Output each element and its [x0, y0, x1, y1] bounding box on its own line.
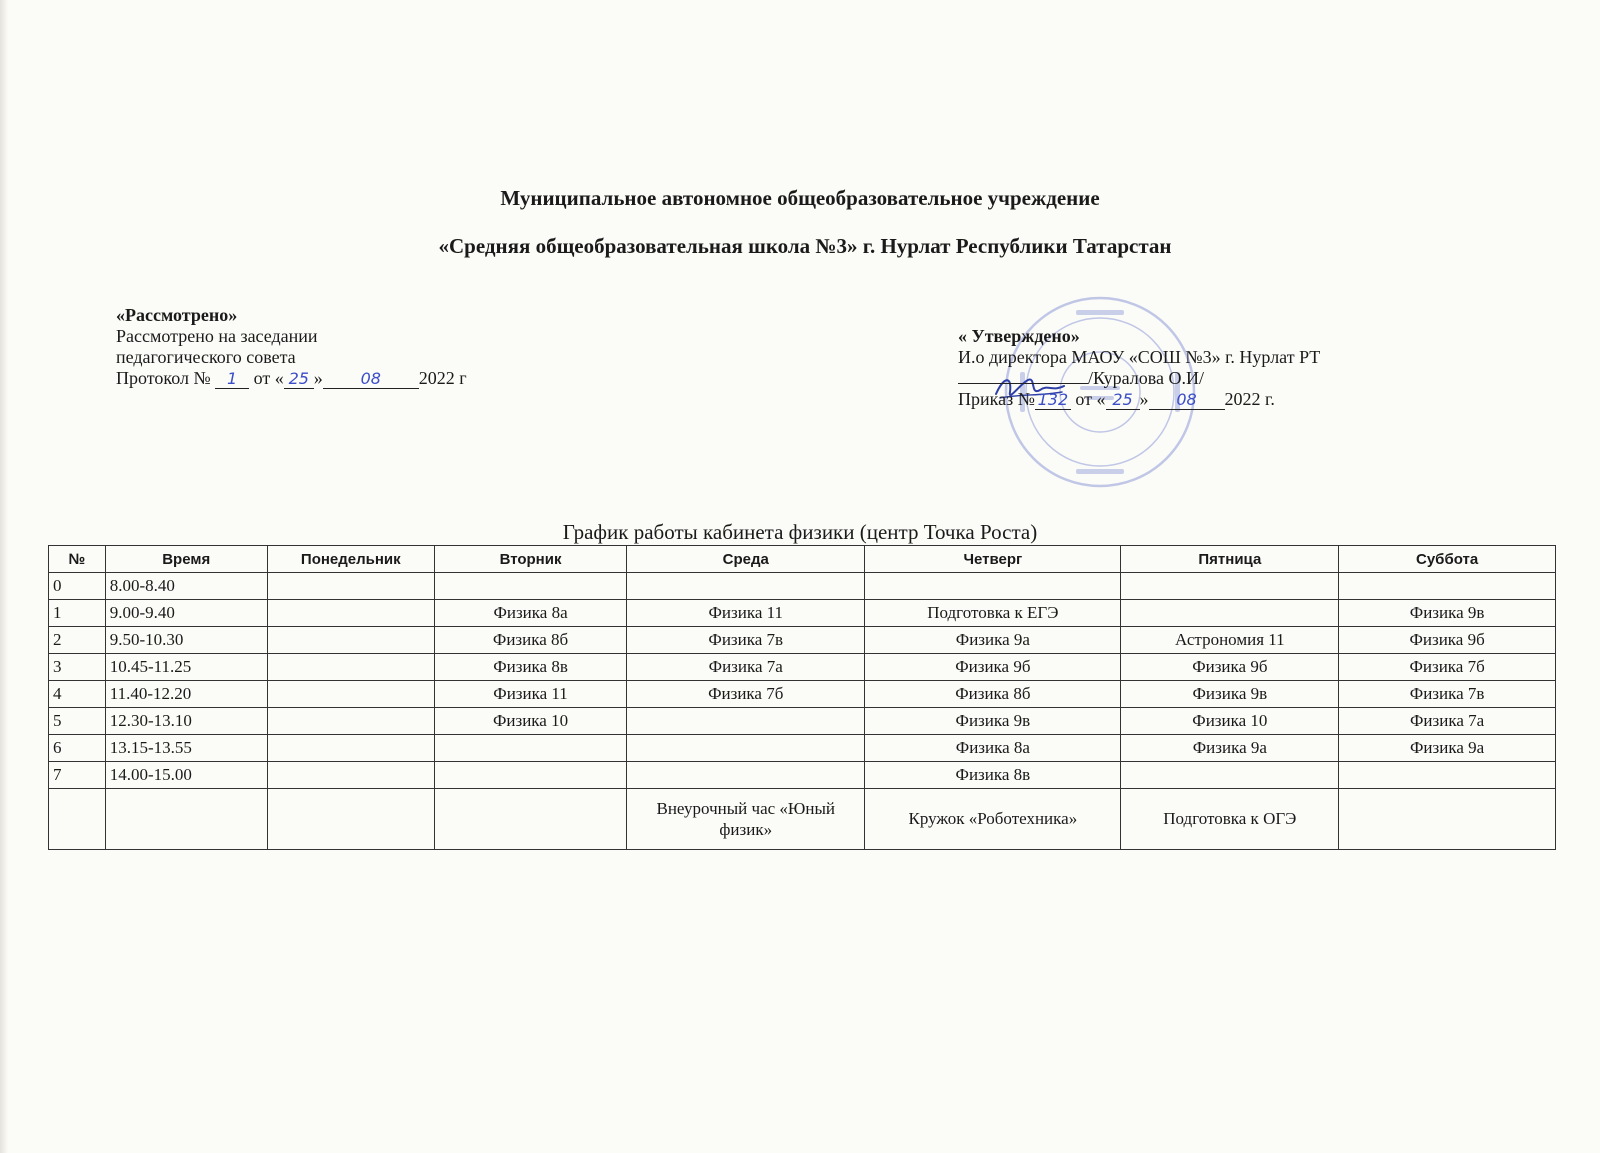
- lesson-number: 3: [49, 654, 106, 681]
- cell-saturday: [1339, 573, 1556, 600]
- cell-saturday: Физика 7а: [1339, 708, 1556, 735]
- header-friday: Пятница: [1121, 546, 1339, 573]
- table-row: [49, 654, 1556, 681]
- cell-thursday: Физика 8в: [865, 762, 1121, 789]
- cell-monday: [267, 654, 434, 681]
- order-day: 25: [1106, 391, 1140, 410]
- cell-wednesday: Физика 7в: [627, 627, 865, 654]
- cell-tuesday: Физика 11: [434, 681, 626, 708]
- cell-friday: Физика 9а: [1121, 735, 1339, 762]
- cell-wednesday: [627, 762, 865, 789]
- lesson-time: 11.40-12.20: [105, 681, 267, 708]
- table-row-extracurricular: [49, 789, 1556, 850]
- cell-tuesday: [434, 573, 626, 600]
- protocol-day: 25: [284, 370, 314, 389]
- cell-tuesday: [434, 735, 626, 762]
- scan-edge-shadow: [0, 0, 8, 1153]
- signature-blank: [958, 383, 1088, 384]
- cell-saturday: [1339, 789, 1556, 850]
- order-number: 132: [1035, 391, 1071, 410]
- cell-wednesday: Внеурочный час «Юный физик»: [627, 789, 865, 850]
- lesson-time: 14.00-15.00: [105, 762, 267, 789]
- header-saturday: Суббота: [1339, 546, 1556, 573]
- table-row: [49, 600, 1556, 627]
- header-number: №: [49, 546, 106, 573]
- cell-monday: [267, 627, 434, 654]
- header-tuesday: Вторник: [434, 546, 626, 573]
- header-monday: Понедельник: [267, 546, 434, 573]
- lesson-time: 12.30-13.10: [105, 708, 267, 735]
- cell-thursday: Физика 9в: [865, 708, 1121, 735]
- order-label: Приказ №: [958, 389, 1035, 409]
- cell-friday: Подготовка к ОГЭ: [1121, 789, 1339, 850]
- header-wednesday: Среда: [627, 546, 865, 573]
- cell-wednesday: Физика 7б: [627, 681, 865, 708]
- considered-line2: педагогического совета: [116, 347, 296, 367]
- cell-thursday: Кружок «Роботехника»: [865, 789, 1121, 850]
- cell-saturday: Физика 9а: [1339, 735, 1556, 762]
- cell-wednesday: Физика 7а: [627, 654, 865, 681]
- considered-block: [116, 305, 467, 389]
- school-name-line2: «Средняя общеобразовательная школа №3» г. Нурлат Республики Татарстан: [438, 234, 1172, 258]
- considered-line1: Рассмотрено на заседании: [116, 326, 318, 346]
- cell-wednesday: [627, 735, 865, 762]
- cell-tuesday: Физика 8б: [434, 627, 626, 654]
- order-line: [958, 389, 1320, 410]
- cell-monday: [267, 762, 434, 789]
- approved-block: [958, 326, 1320, 410]
- cell-thursday: Физика 8б: [865, 681, 1121, 708]
- cell-wednesday: Физика 11: [627, 600, 865, 627]
- cell-tuesday: [434, 762, 626, 789]
- cell-tuesday: Физика 8в: [434, 654, 626, 681]
- protocol-day-close: »: [313, 368, 323, 388]
- header-thursday: Четверг: [865, 546, 1121, 573]
- table-row: [49, 627, 1556, 654]
- lesson-time: 10.45-11.25: [105, 654, 267, 681]
- table-row: [49, 681, 1556, 708]
- lesson-time: 9.00-9.40: [105, 600, 267, 627]
- cell-monday: [267, 708, 434, 735]
- table-row: [49, 735, 1556, 762]
- lesson-time: [105, 789, 267, 850]
- order-day-close: »: [1139, 389, 1149, 409]
- cell-thursday: Подготовка к ЕГЭ: [865, 600, 1121, 627]
- cell-saturday: Физика 9в: [1339, 600, 1556, 627]
- cell-tuesday: Физика 10: [434, 708, 626, 735]
- cell-monday: [267, 789, 434, 850]
- protocol-month: 08: [323, 370, 419, 389]
- approved-title: « Утверждено»: [958, 326, 1080, 346]
- order-from-label: от «: [1075, 389, 1106, 409]
- signatory-name: /Куралова О.И/: [1088, 368, 1205, 388]
- cell-tuesday: [434, 789, 626, 850]
- considered-title: «Рассмотрено»: [116, 305, 238, 325]
- cell-wednesday: [627, 573, 865, 600]
- school-name-line1: Муниципальное автономное общеобразовательное учреждение: [500, 186, 1100, 210]
- cell-monday: [267, 681, 434, 708]
- cell-saturday: Физика 7в: [1339, 681, 1556, 708]
- table-row: [49, 573, 1556, 600]
- lesson-number: 2: [49, 627, 106, 654]
- protocol-from-label: от: [253, 368, 271, 388]
- lesson-time: 8.00-8.40: [105, 573, 267, 600]
- cell-thursday: Физика 9б: [865, 654, 1121, 681]
- protocol-year: 2022 г: [418, 368, 467, 388]
- approved-line1: И.о директора МАОУ «СОШ №3» г. Нурлат РТ: [958, 347, 1321, 367]
- cell-friday: Физика 10: [1121, 708, 1339, 735]
- cell-monday: [267, 573, 434, 600]
- protocol-number: 1: [215, 370, 249, 389]
- lesson-number: 7: [49, 762, 106, 789]
- cell-thursday: Физика 8а: [865, 735, 1121, 762]
- lesson-number: 5: [49, 708, 106, 735]
- schedule-title: График работы кабинета физики (центр Точка Роста): [562, 520, 1038, 544]
- cell-saturday: Физика 9б: [1339, 627, 1556, 654]
- protocol-day-open: «: [274, 368, 284, 388]
- table-row: [49, 708, 1556, 735]
- order-month: 08: [1149, 391, 1225, 410]
- header-time: Время: [105, 546, 267, 573]
- cell-wednesday: [627, 708, 865, 735]
- cell-thursday: [865, 573, 1121, 600]
- schedule-table: [48, 545, 1556, 850]
- lesson-number: 4: [49, 681, 106, 708]
- cell-monday: [267, 735, 434, 762]
- cell-thursday: Физика 9а: [865, 627, 1121, 654]
- cell-friday: Физика 9в: [1121, 681, 1339, 708]
- lesson-number: 1: [49, 600, 106, 627]
- lesson-time: 9.50-10.30: [105, 627, 267, 654]
- cell-friday: Физика 9б: [1121, 654, 1339, 681]
- cell-friday: [1121, 762, 1339, 789]
- protocol-line: [116, 368, 467, 389]
- lesson-time: 13.15-13.55: [105, 735, 267, 762]
- lesson-number: [49, 789, 106, 850]
- cell-tuesday: Физика 8а: [434, 600, 626, 627]
- cell-friday: Астрономия 11: [1121, 627, 1339, 654]
- lesson-number: 0: [49, 573, 106, 600]
- lesson-number: 6: [49, 735, 106, 762]
- cell-saturday: Физика 7б: [1339, 654, 1556, 681]
- table-header-row: [49, 546, 1556, 573]
- cell-friday: [1121, 573, 1339, 600]
- cell-saturday: [1339, 762, 1556, 789]
- order-year: 2022 г.: [1224, 389, 1275, 409]
- cell-monday: [267, 600, 434, 627]
- cell-friday: [1121, 600, 1339, 627]
- signatory-line: [958, 368, 1320, 389]
- protocol-label: Протокол №: [116, 368, 211, 388]
- table-row: [49, 762, 1556, 789]
